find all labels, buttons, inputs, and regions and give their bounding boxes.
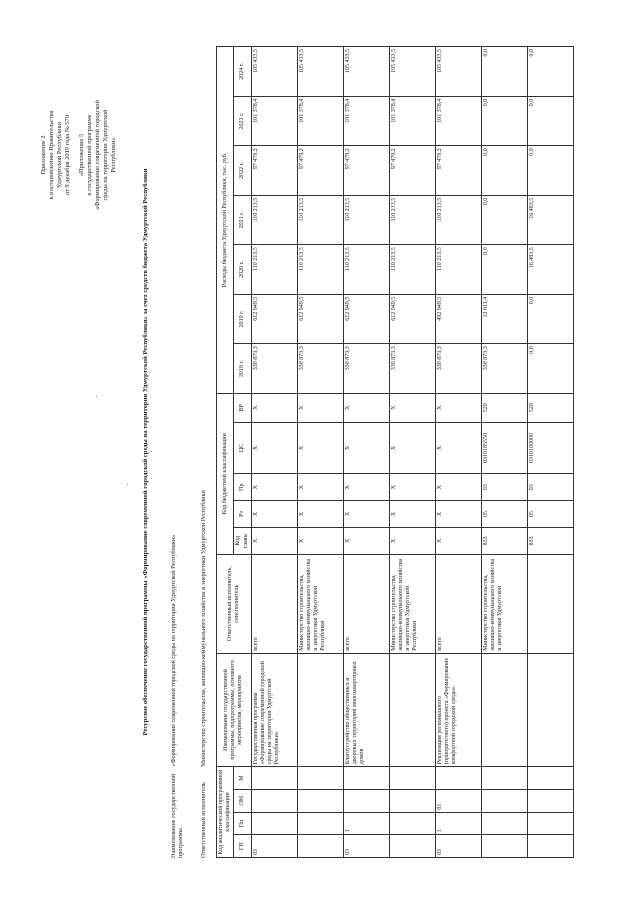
cell-rz: Х [343,501,389,528]
cell-expense-value: 97 479,2 [435,146,481,196]
table-row [297,47,343,858]
cell-rz: Х [251,501,297,528]
cell-om [297,789,343,812]
cell-pr: 03 [481,474,527,501]
cell-vr: Х [389,393,435,422]
cell-m [435,767,481,790]
cell-glava: Х [297,527,343,554]
cell-expense-value: 110 213,5 [435,245,481,295]
cell-pp [251,812,297,835]
cell-name [527,653,573,766]
subheader-year-col: 2020 г. [234,245,251,295]
cell-glava: 833 [481,527,527,554]
subheader-year-col: 2019 г. [234,294,251,344]
subheader-year-col: 2024 г. [234,47,251,97]
cell-executor: всего [343,554,389,653]
cell-expense-value: 330 873,3 [389,344,435,394]
cell-om [343,789,389,812]
cell-expense-value: 110 213,5 [343,195,389,245]
cell-om [251,789,297,812]
cell-glava: Х [389,527,435,554]
cell-vr: Х [435,393,481,422]
subheader-budget-col: Пр [234,474,251,501]
cell-expense-value: 330 873,3 [481,344,527,394]
cell-expense-value: 101 378,4 [343,96,389,146]
cell-om [481,789,527,812]
cell-expense-value: 110 213,5 [389,195,435,245]
subheader-analytic-col: ГП [234,835,251,858]
executor-value: Министерство строительства, жилищно-коммунального хозяйства и энергетики Удмуртской Республики [200,490,207,767]
cell-pp: 1 [343,812,389,835]
cell-expense-value: 110 213,5 [297,245,343,295]
cell-pp [481,812,527,835]
cell-gp: 03 [343,835,389,858]
cell-name: Реализация регионального (приоритетного) проекта «Формирование комфортной городской среды» [435,653,481,766]
cell-vr: Х [297,393,343,422]
executor-label: Ответственный исполнитель [200,782,207,858]
cell-expense-value: 0,0 [527,47,573,97]
appendix-line: «Формирование современной городской [94,100,101,210]
cell-cs: Х [297,422,343,474]
cell-cs: Х [343,422,389,474]
cell-expense-value: 101 378,4 [389,96,435,146]
resources-table [216,46,574,858]
executor-meta [200,490,207,858]
cell-pr: Х [251,474,297,501]
cell-vr: Х [343,393,389,422]
cell-vr: Х [251,393,297,422]
cell-expense-value: 105 433,5 [435,47,481,97]
cell-rz: 05 [481,501,527,528]
cell-expense-value: 330 873,3 [297,344,343,394]
cell-om [527,789,573,812]
cell-name: Благоустройство общественных и дворовых территорий многоквартирных домов [343,653,389,766]
cell-expense-value: 0,0 [481,245,527,295]
subheader-budget-col: ВР [234,393,251,422]
cell-executor [527,554,573,653]
subheader-analytic-col: Пп [234,812,251,835]
cell-rz: Х [389,501,435,528]
table-row [251,47,297,858]
subheader-budget-col: Рз [234,501,251,528]
cell-m [527,767,573,790]
cell-expense-value: 0,0 [527,344,573,394]
appendix-line: «Приложение 5 [78,133,85,177]
cell-gp [297,835,343,858]
cell-gp: 03 [251,835,297,858]
cell-executor: всего [435,554,481,653]
cell-expense-value: 612 949,5 [251,294,297,344]
program-value: «Формирование современной городской среды на территории Удмуртской Республики» [170,534,177,767]
cell-expense-value: 492 949,5 [435,294,481,344]
subheader-year-col: 2018 г. [234,344,251,394]
cell-executor: Министерство строительства, жилищно-коммунального хозяйства и энергетики Удмуртской Республики [297,554,343,653]
cell-vr: 520 [481,393,527,422]
cell-m [343,767,389,790]
cell-rz: Х [297,501,343,528]
cell-m [389,767,435,790]
cell-expense-value: 101 378,4 [435,96,481,146]
subheader-analytic-col: М [234,767,251,790]
cell-om [389,789,435,812]
cell-rz: Х [435,501,481,528]
cell-expense-value: 101 378,4 [251,96,297,146]
cell-expense-value: 16 483,5 [527,245,573,295]
cell-expense-value: 110 213,5 [343,245,389,295]
appendix-line: от 9 декабря 2019 года № 570 [64,114,71,196]
cell-expense-value: 101 378,4 [297,96,343,146]
cell-expense-value: 330 873,3 [251,344,297,394]
cell-expense-value: 105 433,5 [389,47,435,97]
cell-glava: 833 [527,527,573,554]
cell-pr: 03 [527,474,573,501]
header-executor: Ответственный исполнитель, соисполнитель [217,554,252,653]
rotated-landscape-page [30,42,610,862]
appendix-line: Республики» [110,137,117,173]
cell-expense-value: 97 479,2 [251,146,297,196]
subheader-budget-col: Код главы [234,527,251,554]
appendix-line: среды на территории Удмуртской [102,109,109,201]
header-name: Наименование государственной программы, подпрограммы, основного мероприятия, мероприятия [217,653,252,766]
cell-name: Государственная программа «Формирование современной городской среды на территории Удмуртской Республики» [251,653,297,766]
cell-expense-value: 0,0 [481,195,527,245]
table-row [389,47,435,858]
cell-gp [481,835,527,858]
cell-gp [389,835,435,858]
cell-cs: 0310185550 [481,422,527,474]
cell-expense-value: 330 873,3 [435,344,481,394]
cell-pr: Х [389,474,435,501]
cell-name [297,653,343,766]
cell-gp: 03 [435,835,481,858]
cell-pr: Х [343,474,389,501]
cell-expense-value: 110 213,5 [251,245,297,295]
cell-om: 01 [435,789,481,812]
cell-expense-value: 0,0 [481,47,527,97]
cell-m [297,767,343,790]
cell-expense-value: 105 433,5 [297,47,343,97]
appendix-line: Приложение 2 [40,135,47,175]
cell-expense-value: 612 949,5 [297,294,343,344]
subheader-year-col: 2022 г. [234,146,251,196]
cell-cs: Х [389,422,435,474]
cell-expense-value: 97 479,2 [343,146,389,196]
cell-m [481,767,527,790]
program-meta [170,535,185,858]
appendix-block [40,50,118,260]
cell-expense-value: 110 213,5 [297,195,343,245]
cell-expense-value: 97 479,2 [389,146,435,196]
header-budget-code: Код бюджетной классификации [217,393,234,554]
cell-glava: Х [343,527,389,554]
cell-cs: Х [251,422,297,474]
cell-glava: Х [435,527,481,554]
cell-expense-value: 16 483,5 [527,195,573,245]
cell-pp: 1 [435,812,481,835]
cell-expense-value: 97 479,2 [297,146,343,196]
cell-expense-value: 330 873,3 [343,344,389,394]
cell-executor: всего [251,554,297,653]
cell-cs: Х [435,422,481,474]
table-row [343,47,389,858]
cell-expense-value: 0,0 [481,96,527,146]
cell-glava: Х [251,527,297,554]
cell-executor: Министерство строительства, жилищно-коммунального хозяйства и энергетики Удмуртской [481,554,527,653]
document-title: Ресурсное обеспечение государственной программы «Формирование современной городской среды на территории Удмуртской Республики» за счет средств бюджета Удмуртской Республики [142,168,149,736]
cell-pr: Х [435,474,481,501]
appendix-line: к постановлению Правительства [48,110,55,200]
header-analytic: Код аналитической программной классификации [217,767,234,858]
cell-m [251,767,297,790]
cell-expense-value: 612 949,5 [389,294,435,344]
cell-vr: 520 [527,393,573,422]
cell-expense-value: 110 213,5 [251,195,297,245]
appendix-line: Удмуртской Республики [56,122,63,188]
cell-expense-value: 110 213,5 [435,195,481,245]
cell-expense-value: 12 811,4 [481,294,527,344]
header-expenses: Расходы бюджета Удмуртской Республики, тыс. руб. [217,47,234,394]
subheader-analytic-col: ОМ [234,789,251,812]
cell-expense-value: 0,0 [481,146,527,196]
cell-expense-value: 110 213,5 [389,245,435,295]
cell-expense-value: 0,0 [527,146,573,196]
subheader-year-col: 2021 г. [234,195,251,245]
program-label: Наименование государственной программы [170,773,185,858]
cell-executor: Министерство строительства, жилищно-коммунального хозяйства и энергетики Удмуртской Республики [389,554,435,653]
subheader-year-col: 2023 г. [234,96,251,146]
cell-expense-value: 105 433,5 [251,47,297,97]
cell-name [389,653,435,766]
table-row [435,47,481,858]
table-body [251,47,573,858]
cell-name [481,653,527,766]
cell-pr: Х [297,474,343,501]
table-row [527,47,573,858]
cell-pp [297,812,343,835]
table-row [481,47,527,858]
cell-pp [527,812,573,835]
cell-gp [527,835,573,858]
appendix-line: к государственной программе [86,114,93,196]
cell-expense-value: 105 433,5 [343,47,389,97]
cell-pp [389,812,435,835]
cell-expense-value: 0,0 [527,294,573,344]
subheader-budget-col: ЦС [234,422,251,474]
cell-cs: 0310100000 [527,422,573,474]
cell-expense-value: 0,0 [527,96,573,146]
cell-rz: 05 [527,501,573,528]
cell-expense-value: 612 949,5 [343,294,389,344]
